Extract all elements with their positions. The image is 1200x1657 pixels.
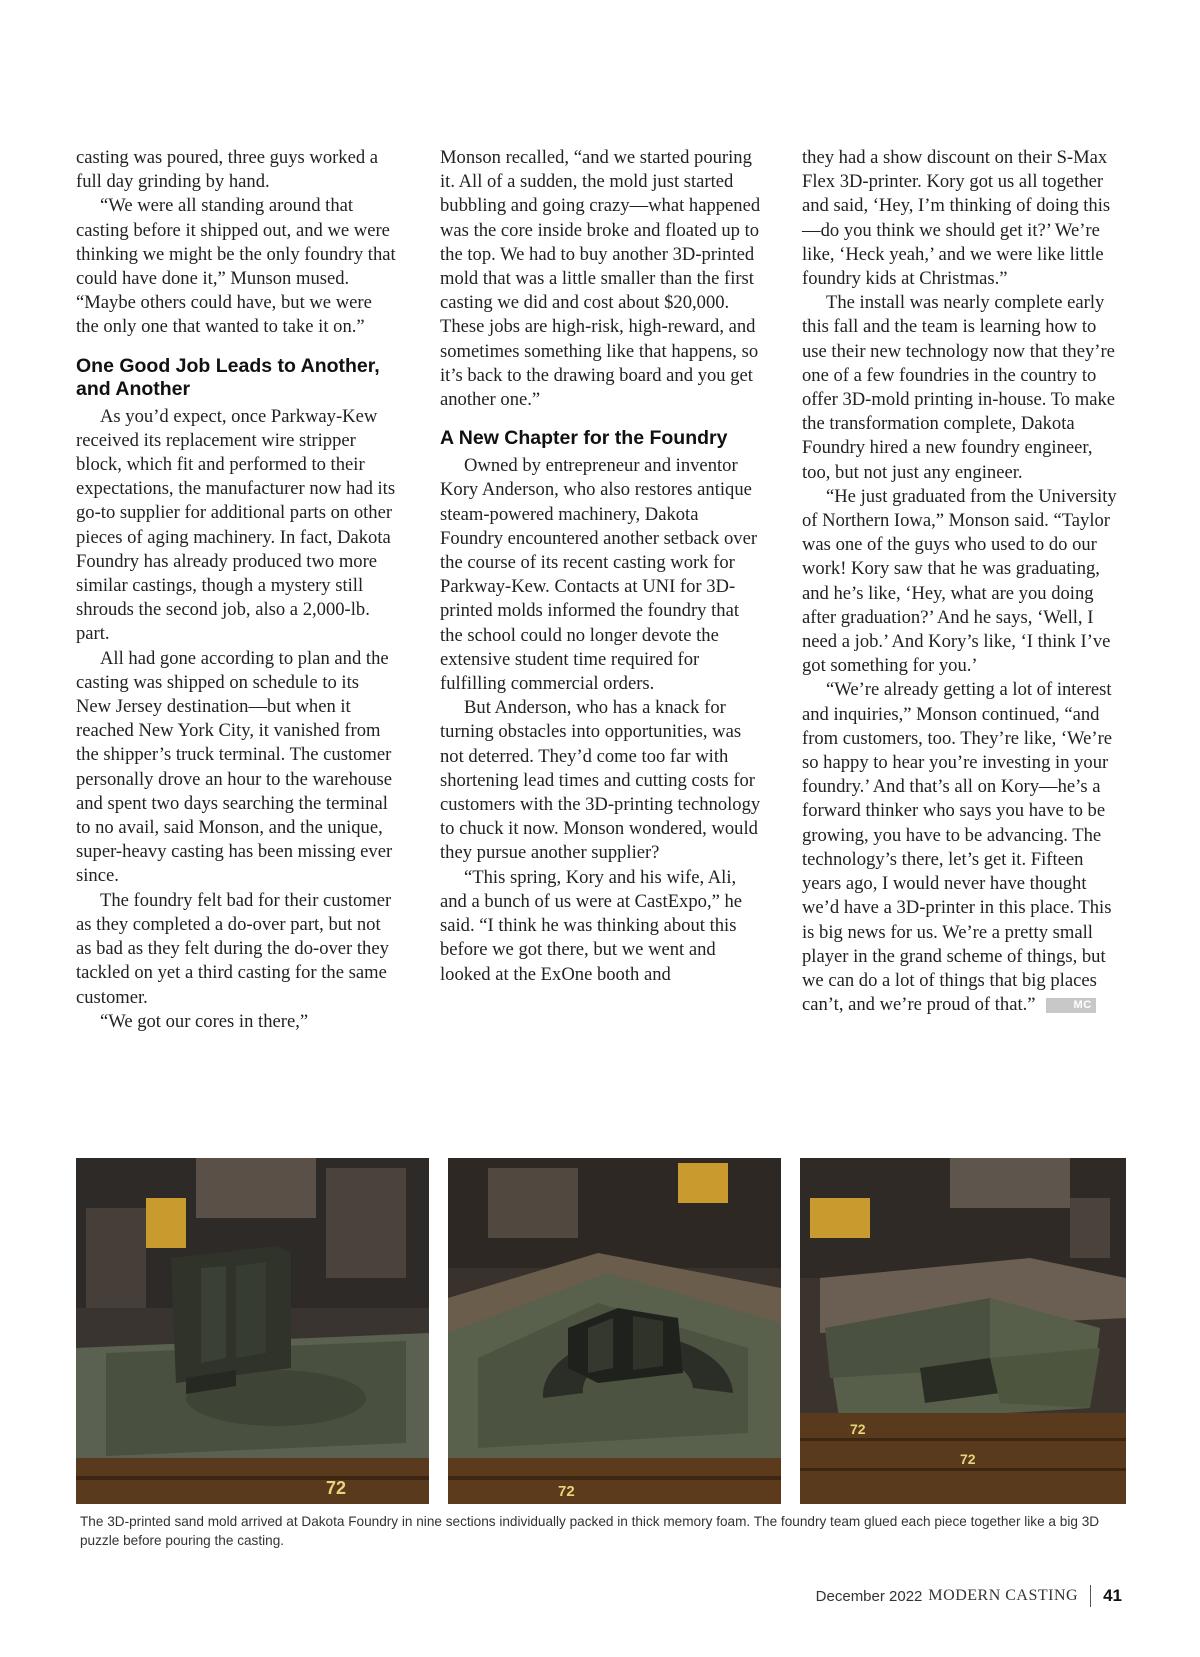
article-column-1 (76, 146, 398, 1034)
paragraph (802, 678, 1124, 1017)
paragraph: casting was poured, three guys worked a full day grinding by hand. (76, 147, 379, 193)
paragraph: But Anderson, who has a knack for turning obstacles into opportunities, was not deterred. They’d come too far with shortening lead times and cutting costs for customers with the 3D-printing technology to chuck it now. Monson wondered, would they pursue another supplier? (440, 697, 761, 864)
section-heading: A New Chapter for the Foundry (440, 427, 728, 450)
end-mark-badge: MC (1046, 998, 1096, 1013)
foundry-photo-2 (448, 1158, 781, 1504)
article-column-2 (440, 146, 762, 987)
article-column-3 (802, 146, 1124, 1017)
magazine-name: MODERN CASTING (928, 1587, 1079, 1604)
foundry-photo-1 (76, 1158, 429, 1504)
photo-caption: The 3D-printed sand mold arrived at Dakota Foundry in nine sections individually packed in thick memory foam. The foundry team glued each piece together like a big 3D puzzle before pouring the casting. (80, 1514, 1100, 1548)
paragraph: All had gone according to plan and the casting was shipped on schedule to its New Jersey destination—but when it reached New York City, it vanished from the shipper’s truck terminal. The customer personally drove an hour to the warehouse and spent two days searching the terminal to no avail, said Monson, and the unique, super-heavy casting has been missing ever since. (76, 647, 393, 887)
page-number: 41 (1103, 1586, 1122, 1605)
foundry-photo-3 (800, 1158, 1126, 1504)
paragraph-text: “We’re already getting a lot of interest and inquiries,” Monson continued, “and from customers, too. They’re like, ‘We’re so happy to hear you’re investing in your foundry.’ And that’s all on Kory—he’s a forward thinker who says you have to be growing, you have to be advancing. The technology’s there, let’s get it. Fifteen years ago, I would never have thought we’d have a 3D-printer in this place. This is big news for us. We’re a pretty small player in the grand scheme of things, but we can do a lot of things that big places can’t, and we’re proud of that.” (802, 679, 1113, 1016)
flask-number-label: 72 (558, 1483, 575, 1500)
flask-number-label: 72 (326, 1478, 347, 1498)
paragraph: “We were all standing around that casting before it shipped out, and we were thinking we might be the only foundry that could have done it,” Munson mused. “Maybe others could have, but we were the only one that wanted to take it on.” (76, 195, 396, 338)
paragraph: “This spring, Kory and his wife, Ali, and a bunch of us were at CastExpo,” he said. “I think he was thinking about this before we got there, but we went and looked at the ExOne booth and (440, 866, 743, 985)
paragraph: “He just graduated from the University of Northern Iowa,” Monson said. “Taylor was one of the guys who used to do our work! Kory saw that he was graduating, and he’s like, ‘Hey, what are you doing after graduation?’ And he says, ‘Well, I need a job.’ And Kory’s like, ‘I think I’ve got something for you.’ (802, 485, 1117, 677)
paragraph: The install was nearly complete early this fall and the team is learning how to use their new technology now that they’re one of a few foundries in the country to offer 3D-mold printing in-house. To make the transformation complete, Dakota Foundry hired a new foundry engineer, too, but not just any engineer. (802, 292, 1116, 483)
paragraph: Monson recalled, “and we started pouring it. All of a sudden, the mold just started bubbling and going crazy—what happened was the core inside broke and floated up to the top. We had to buy another 3D-printed mold that was a little smaller than the first casting we did and cost about $20,000. These jobs are high-risk, high-reward, and sometimes something like that happens, so it’s back to the drawing board and you get another one.” (440, 147, 761, 411)
section-heading: One Good Job Leads to Another, and Another (76, 354, 380, 400)
page-footer (816, 1584, 1122, 1608)
paragraph: Owned by entrepreneur and inventor Kory Anderson, who also restores antique steam-powered machinery, Dakota Foundry encountered another setback over the course of its recent casting work for Parkway-Kew. Contacts at UNI for 3D-printed molds informed the foundry that the school could no longer devote the extensive student time required for fulfilling commercial orders. (440, 455, 758, 695)
paragraph: The foundry felt bad for their customer as they completed a do-over part, but not as bad as they felt during the do-over they tackled on yet a third casting for the same customer. (76, 889, 392, 1008)
issue-date: December 2022 (815, 1587, 923, 1605)
flask-number-label: 72 (850, 1421, 866, 1437)
paragraph: “We got our cores in there,” (100, 1010, 309, 1032)
flask-number-label: 72 (960, 1451, 976, 1467)
footer-divider (1090, 1585, 1091, 1607)
paragraph: As you’d expect, once Parkway-Kew received its replacement wire stripper block, which fit and performed to their expectations, the manufacturer now had its go-to supplier for additional parts on other pieces of aging machinery. In fact, Dakota Foundry has already produced two more similar castings, though a mystery still shrouds the second job, also a 2,000-lb. part. (76, 405, 396, 645)
paragraph: they had a show discount on their S-Max Flex 3D-printer. Kory got us all together and said, ‘Hey, I’m thinking of doing this—do you think we should get it?’ We’re like, ‘Heck yeah,’ and we were like little foundry kids at Christmas.” (802, 147, 1111, 290)
